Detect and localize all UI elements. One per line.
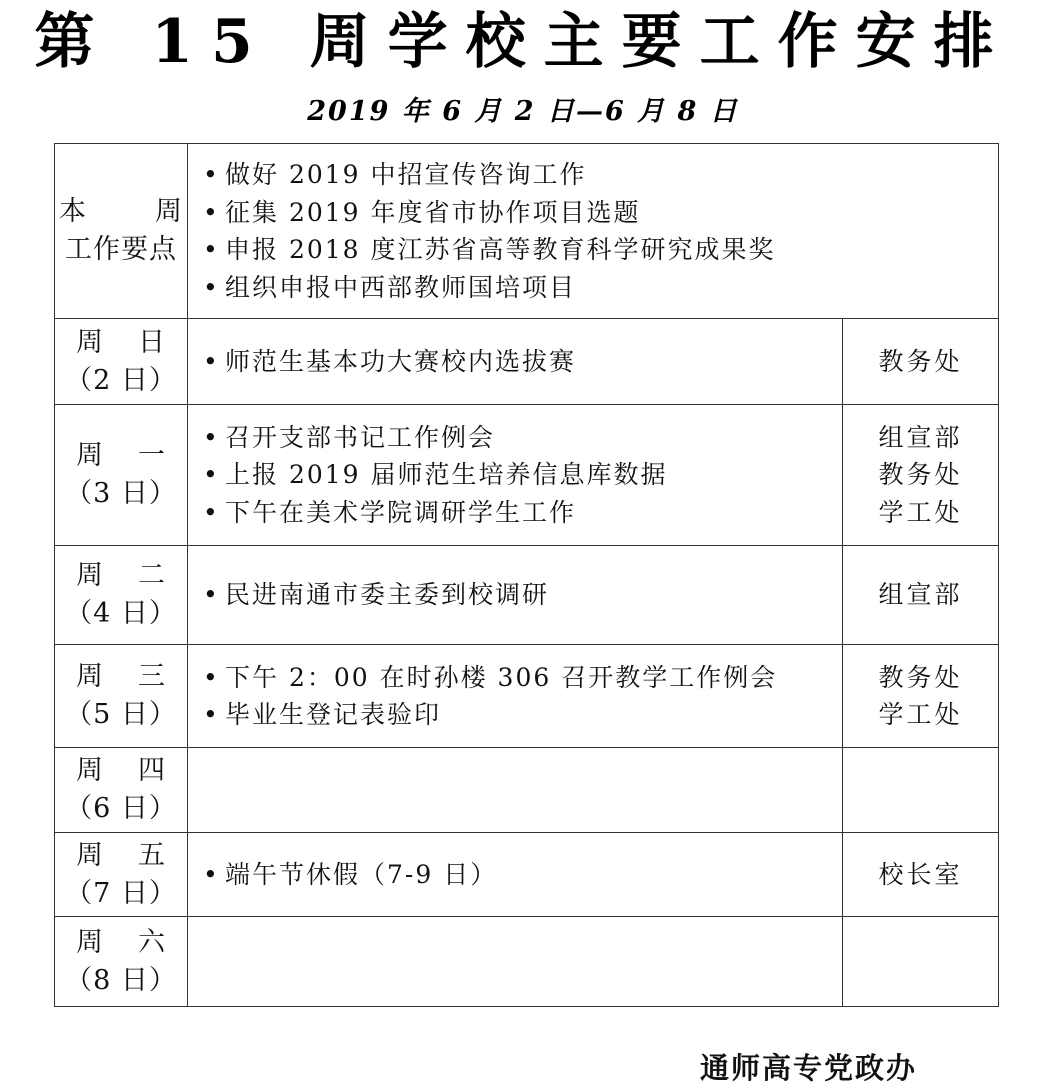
bullet-icon: • [203, 272, 220, 302]
day-items [188, 748, 843, 833]
day-label [55, 319, 188, 405]
schedule-item-text: 端午节休假（7-9 日） [225, 859, 498, 889]
day-departments [843, 405, 999, 546]
day-label [55, 645, 188, 748]
day-date: （8 日） [65, 964, 177, 996]
day-week-char: 周 [76, 661, 104, 692]
page-title: 第 15 周学校主要工作安排 [34, 7, 1012, 77]
day-name: 日 [138, 326, 166, 358]
day-items [188, 319, 843, 405]
key-points-row [55, 144, 999, 319]
day-date: （5 日） [65, 699, 177, 730]
department-name: 学工处 [878, 497, 963, 527]
day-name: 一 [138, 440, 166, 471]
schedule-item-text: 上报 2019 届师范生培养信息库数据 [225, 460, 668, 490]
schedule-item [203, 419, 842, 457]
bullet-icon: • [203, 497, 220, 527]
key-point-item: • 申报 2018 度江苏省高等教育科学研究成果奖 [203, 231, 998, 269]
bullet-icon: • [203, 580, 220, 610]
day-date: （7 日） [65, 877, 177, 909]
key-points-label-a: 本 [59, 196, 87, 227]
day-items [188, 546, 843, 645]
day-row [55, 917, 999, 1007]
bullet-icon: • [203, 235, 220, 264]
day-week-char: 周 [76, 839, 104, 871]
department-name: 教务处 [878, 662, 963, 692]
bullet-icon: • [203, 460, 220, 490]
key-point-item: • 组织申报中西部教师国培项目 [203, 269, 998, 307]
day-label [55, 748, 188, 833]
day-row [55, 319, 999, 405]
schedule-item-text: 民进南通市委主委到校调研 [225, 580, 550, 610]
day-date: （6 日） [65, 793, 177, 824]
bullet-icon: • [203, 160, 220, 189]
department-name: 组宣部 [878, 580, 963, 610]
day-date: （2 日） [65, 364, 177, 396]
day-label [55, 833, 188, 917]
day-name: 六 [138, 926, 166, 958]
schedule-item [203, 456, 842, 494]
day-name: 三 [138, 661, 166, 692]
key-point-item: • 做好 2019 中招宣传咨询工作 [203, 156, 998, 194]
day-name: 五 [138, 839, 166, 871]
day-departments [843, 319, 999, 405]
key-points-list [188, 144, 999, 319]
department-name: 校长室 [878, 859, 963, 889]
bullet-icon: • [203, 422, 220, 452]
day-items [188, 833, 843, 917]
key-points-label-line2: 工作要点 [65, 234, 177, 265]
day-row [55, 546, 999, 645]
day-name: 二 [138, 560, 166, 591]
day-departments [843, 917, 999, 1007]
schedule-item-text: 毕业生登记表验印 [225, 700, 442, 729]
day-row [55, 833, 999, 917]
date-range: 2019 年 6 月 2 日—6 月 8 日 [307, 96, 739, 127]
day-departments [843, 546, 999, 645]
day-week-char: 周 [76, 926, 104, 958]
department-name: 教务处 [878, 346, 963, 376]
day-departments [843, 748, 999, 833]
schedule-item [203, 856, 842, 894]
day-label [55, 917, 188, 1007]
day-week-char: 周 [76, 560, 104, 591]
day-name: 四 [138, 755, 166, 786]
schedule-item [203, 696, 842, 734]
schedule-item [203, 659, 842, 697]
schedule-table [54, 143, 999, 1007]
schedule-item [203, 494, 842, 532]
day-week-char: 周 [76, 326, 104, 358]
department-name: 组宣部 [878, 422, 963, 452]
schedule-item [203, 343, 842, 381]
bullet-icon: • [203, 859, 220, 889]
schedule-item-text: 下午在美术学院调研学生工作 [225, 497, 577, 527]
bullet-icon: • [203, 700, 220, 729]
bullet-icon: • [203, 662, 220, 692]
key-point-item: • 征集 2019 年度省市协作项目选题 [203, 194, 998, 232]
bullet-icon: • [203, 346, 220, 376]
schedule-item-text: 召开支部书记工作例会 [225, 422, 496, 452]
day-items [188, 645, 843, 748]
schedule-item [203, 576, 842, 614]
day-items [188, 917, 843, 1007]
bullet-icon: • [203, 197, 220, 227]
day-label [55, 405, 188, 546]
day-row [55, 748, 999, 833]
day-week-char: 周 [76, 440, 104, 471]
schedule-body [55, 144, 999, 1007]
footer-signature: 通师高专党政办 [700, 1051, 918, 1085]
day-date: （4 日） [65, 598, 177, 629]
day-items [188, 405, 843, 546]
day-date: （3 日） [65, 478, 177, 509]
day-row [55, 645, 999, 748]
day-departments [843, 833, 999, 917]
key-points-label [55, 144, 188, 319]
day-week-char: 周 [76, 755, 104, 786]
day-label [55, 546, 188, 645]
department-name: 教务处 [878, 460, 963, 490]
department-name: 学工处 [878, 700, 963, 729]
schedule-item-text: 下午 2：00 在时孙楼 306 召开教学工作例会 [225, 662, 778, 692]
day-departments [843, 645, 999, 748]
key-points-label-b: 周 [155, 196, 183, 227]
schedule-item-text: 师范生基本功大赛校内选拔赛 [225, 346, 577, 376]
day-row [55, 405, 999, 546]
